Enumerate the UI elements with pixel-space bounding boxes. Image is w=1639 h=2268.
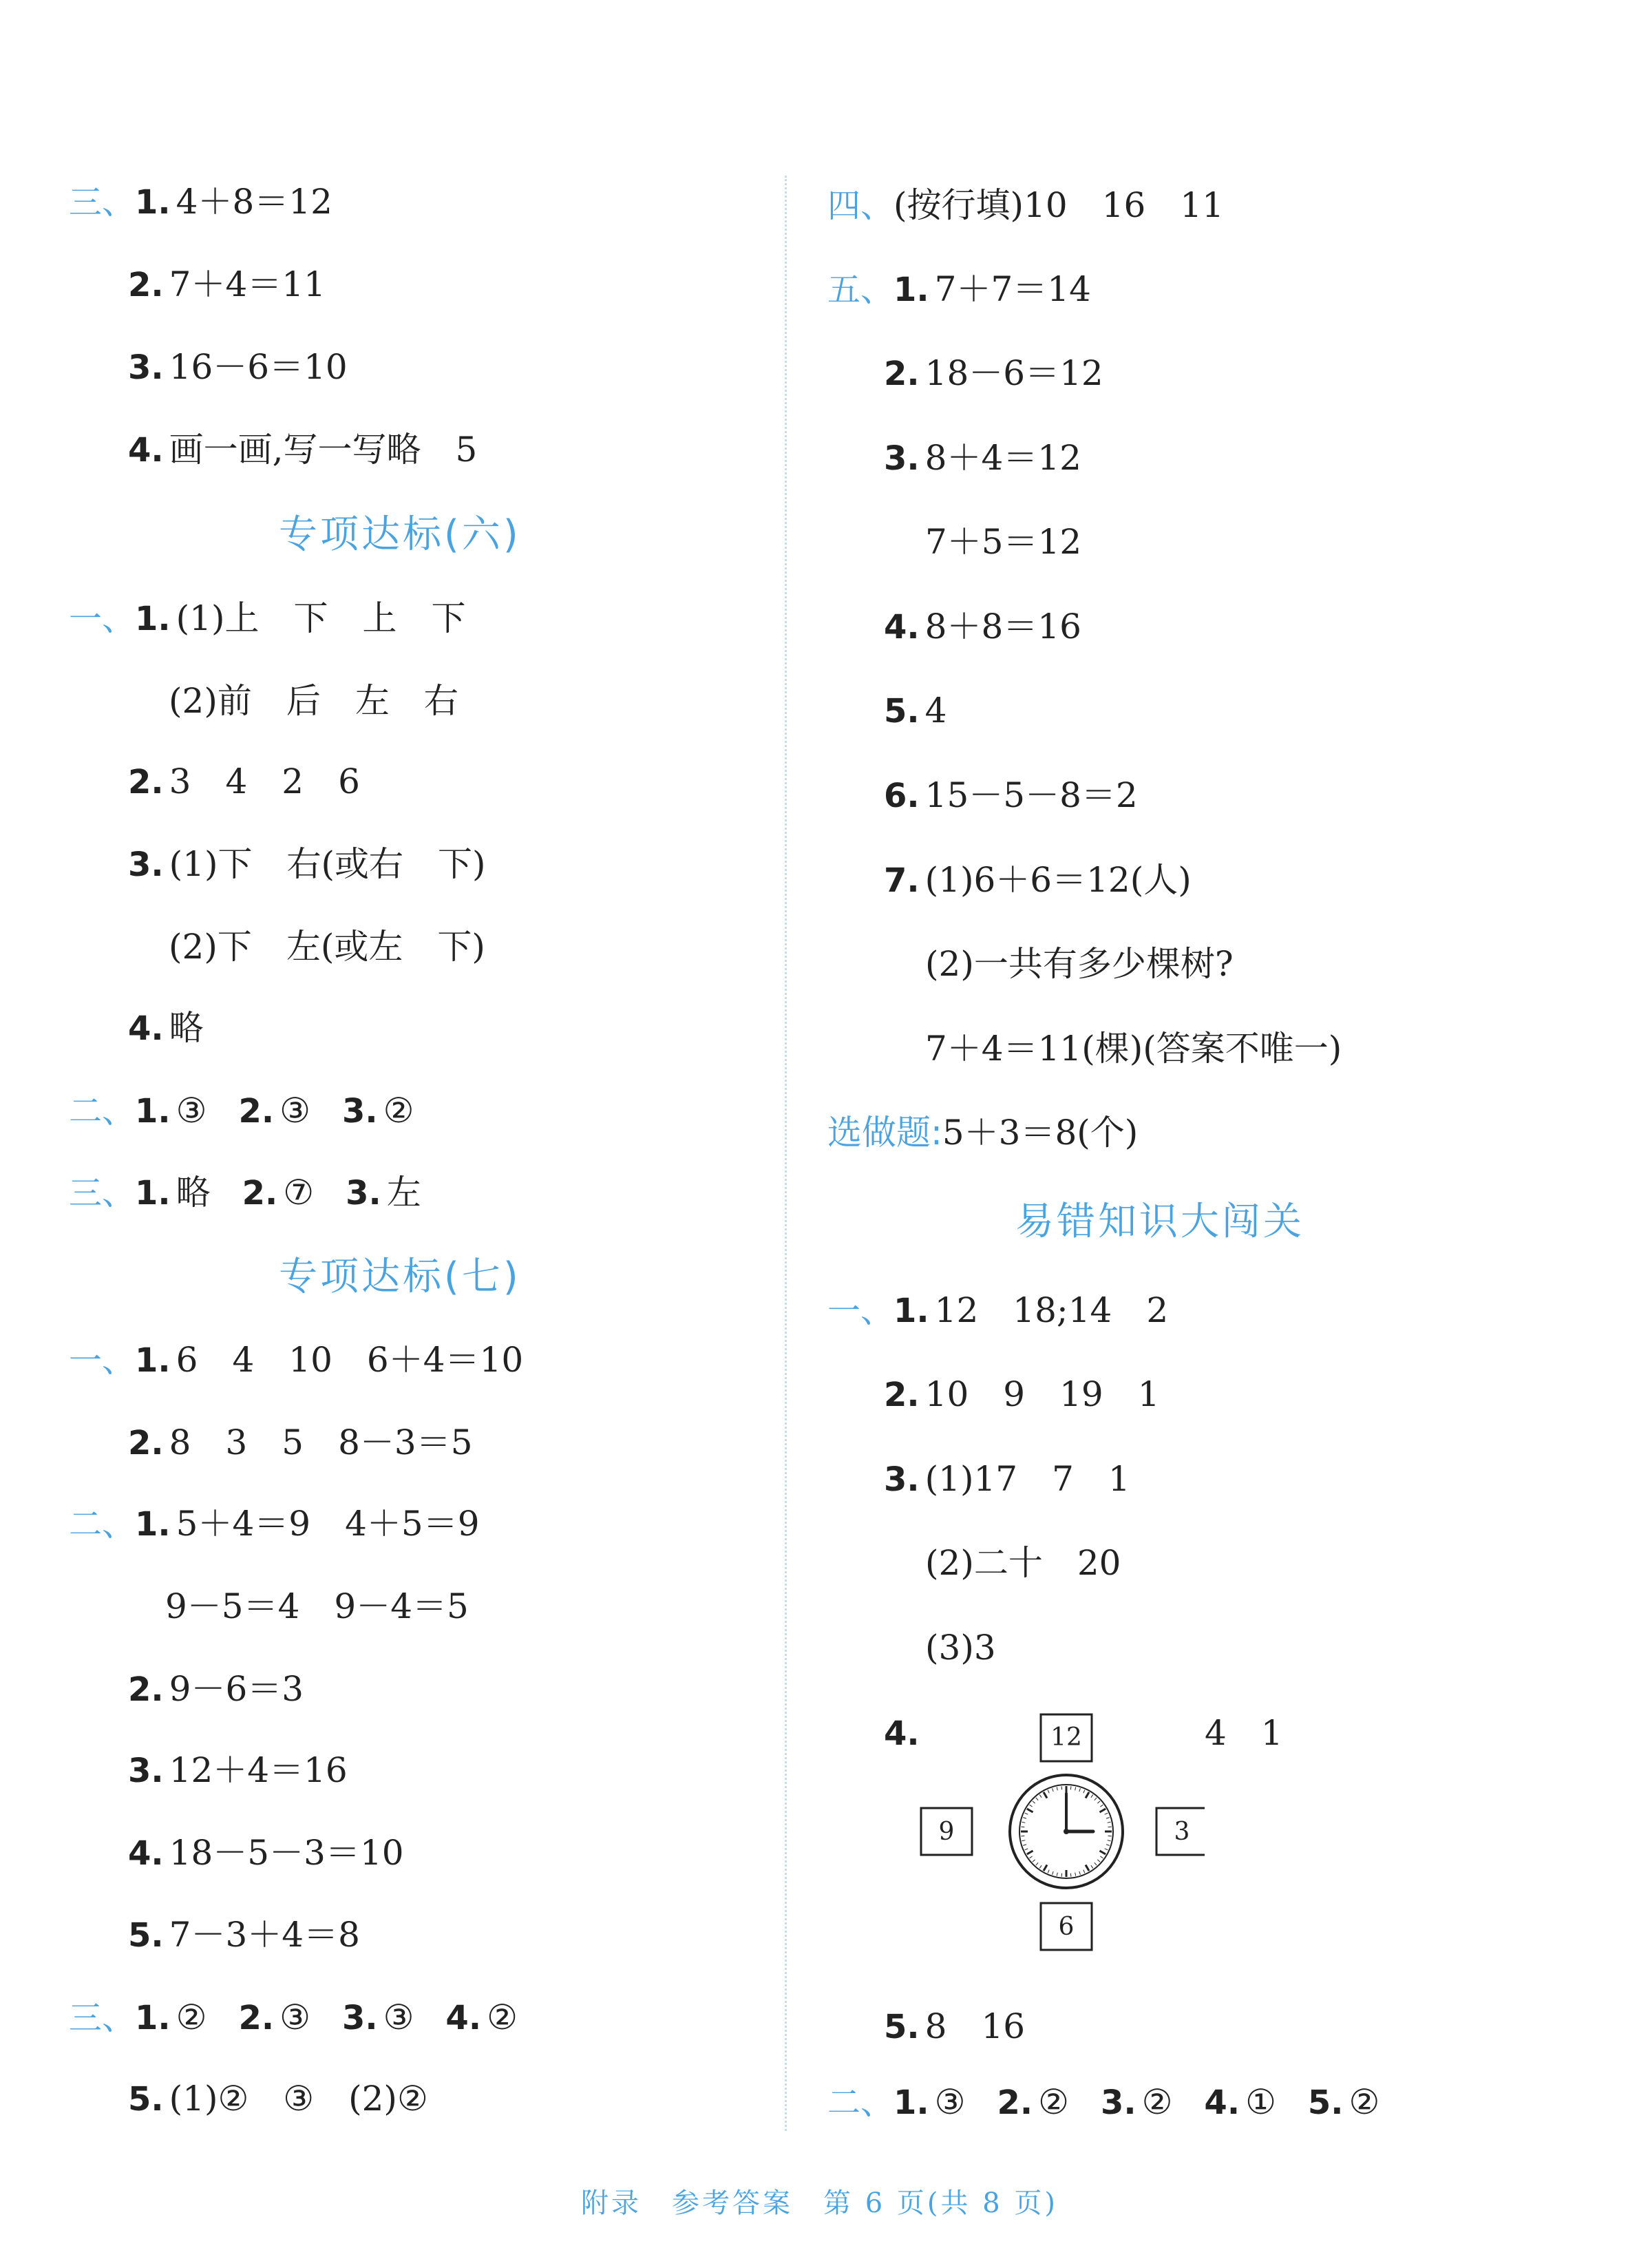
item-number: 4.	[128, 1834, 164, 1873]
answer-line	[884, 349, 1103, 397]
answer-text: 画一画,写一写略 5	[169, 430, 478, 470]
item-number: 6.	[884, 777, 920, 815]
answer-line	[925, 1025, 1342, 1073]
answer-text: ⑦	[283, 1173, 315, 1212]
section-label: 一、	[827, 1292, 894, 1330]
answer-line	[827, 1286, 1168, 1334]
clock-tick	[1061, 1873, 1062, 1877]
answer-text: 15－5－8＝2	[924, 775, 1138, 815]
column-divider	[785, 176, 787, 2131]
item-number: 2.	[128, 266, 164, 304]
item-number: 5.	[884, 692, 920, 731]
answer-text: (1)上 下 上 下	[176, 598, 466, 638]
answer-line	[128, 1418, 473, 1467]
item-number: 4.	[128, 431, 164, 470]
item-number: 2.	[884, 1376, 920, 1414]
answer-line	[884, 856, 1192, 904]
item-number: 4.	[1204, 2083, 1240, 2122]
answer-text: 8 16	[924, 2006, 1026, 2046]
answer-text: (1)17 7 1	[924, 1459, 1130, 1499]
answer-text: (1)② ③ (2)②	[169, 2079, 428, 2119]
section-heading: 易错知识大闯关	[1015, 1199, 1304, 1244]
item-number: 1.	[135, 1174, 171, 1212]
clock-label-6: 6	[1058, 1913, 1075, 1941]
answer-text: 略	[169, 1008, 204, 1048]
answer-text: 7＋4＝11(棵)(答案不唯一)	[925, 1029, 1342, 1069]
section-label: 三、	[69, 183, 136, 222]
answer-line	[69, 178, 332, 226]
clock-label-3: 3	[1174, 1818, 1190, 1846]
answer-text: (2)二十 20	[925, 1543, 1121, 1583]
answer-line	[69, 1500, 480, 1548]
item-number: 3.	[128, 348, 164, 387]
answer-text: ③	[279, 1997, 310, 2037]
answer-line	[128, 1746, 348, 1794]
answer-line	[128, 1829, 404, 1877]
answer-line	[69, 1168, 421, 1217]
answer-line	[128, 426, 477, 474]
answer-text: 18－5－3＝10	[169, 1833, 404, 1873]
item-number: 5.	[884, 2008, 920, 2046]
answer-text: 12 18;14 2	[934, 1290, 1169, 1330]
answer-line	[128, 840, 485, 888]
answer-line	[69, 594, 465, 642]
item-number: 2.	[128, 1670, 164, 1709]
item-number: 3.	[128, 846, 164, 884]
item-number: 4.	[445, 1999, 482, 2037]
answer-text: 6 4 10 6＋4＝10	[176, 1340, 524, 1380]
item-number: 1.	[893, 1292, 929, 1330]
clock-label-box-top	[1041, 1714, 1092, 1761]
answer-text: 左	[386, 1173, 421, 1212]
item-number: 1.	[135, 600, 171, 638]
answer-text: (2)一共有多少棵树?	[925, 944, 1234, 984]
answer-text: 9－5＝4 9－4＝5	[165, 1586, 469, 1626]
item-number: 2.	[242, 1174, 278, 1212]
answer-line	[128, 1665, 304, 1713]
answer-text: 8 3 5 8－3＝5	[169, 1422, 473, 1462]
item-number: 3.	[341, 1092, 378, 1131]
answer-text: 7＋4＝11	[169, 264, 326, 304]
answer-line	[884, 1455, 1130, 1503]
section-label: 三、	[69, 1999, 136, 2037]
section-label: 一、	[69, 600, 136, 638]
answer-text: 10 9 19 1	[924, 1374, 1160, 1414]
section-label: 二、	[69, 1505, 136, 1544]
item-number: 3.	[346, 1174, 381, 1212]
answer-text: ③	[383, 1997, 414, 2037]
left-column	[0, 0, 778, 2268]
clock-tick	[1061, 1786, 1062, 1789]
answer-text: (2)前 后 左 右	[169, 681, 458, 721]
item-number: 1.	[135, 1341, 171, 1380]
answer-line	[827, 265, 1091, 313]
clock-label-12: 12	[1050, 1723, 1082, 1752]
answer-line	[827, 2078, 1379, 2126]
answer-text: 4＋8＝12	[176, 182, 332, 222]
clock-figure	[916, 1708, 1205, 1955]
answer-line	[827, 181, 1224, 229]
answer-text: ②	[176, 1997, 207, 2037]
answer-line	[1205, 1709, 1283, 1757]
answer-line	[69, 1336, 523, 1384]
page-footer	[0, 2181, 1639, 2220]
right-column	[792, 0, 1639, 2268]
answer-line	[69, 1993, 518, 2041]
answer-line	[128, 1004, 204, 1052]
answer-text: ②	[1038, 2082, 1069, 2122]
answer-line	[925, 1624, 996, 1672]
item-number: 2.	[997, 2083, 1033, 2122]
answer-line	[925, 1539, 1121, 1587]
clock-label-box-bottom	[1041, 1903, 1092, 1950]
clock-tick	[1070, 1873, 1071, 1877]
footer-appendix: 附录	[581, 2187, 642, 2219]
answer-line	[925, 518, 1081, 566]
answer-line	[128, 757, 360, 806]
answer-line	[165, 1582, 469, 1630]
section-label: 二、	[827, 2083, 894, 2122]
item-number: 2.	[238, 1092, 275, 1131]
answer-text: ①	[1245, 2082, 1276, 2122]
answer-text: 4 1	[1205, 1713, 1283, 1753]
answer-text: 5＋3＝8(个)	[942, 1113, 1139, 1153]
answer-line	[128, 343, 348, 391]
section-label: 四、	[827, 187, 894, 225]
answer-line	[169, 677, 458, 725]
clock-label-box-left	[921, 1808, 972, 1855]
section-heading: 专项达标(六)	[279, 512, 521, 557]
section-label: 一、	[69, 1341, 136, 1380]
item-number: 3.	[884, 1460, 920, 1499]
answer-text: 7＋7＝14	[934, 269, 1091, 309]
item-number: 2.	[128, 1424, 164, 1462]
answer-text: (1)6＋6＝12(人)	[924, 860, 1192, 900]
answer-text: (1)下 右(或右 下)	[169, 844, 486, 884]
answer-line	[169, 923, 485, 971]
answer-text: 4	[924, 691, 947, 731]
answer-line	[128, 1911, 360, 1959]
answer-text: 18－6＝12	[924, 353, 1103, 393]
answer-line	[128, 260, 326, 308]
section-heading: 专项达标(七)	[279, 1254, 521, 1299]
section-label: 二、	[69, 1092, 136, 1131]
answer-text: ③	[934, 2082, 966, 2122]
answer-text: (按行填)10 16 11	[893, 185, 1224, 225]
item-number: 1.	[135, 1999, 171, 2037]
answer-line	[884, 434, 1081, 482]
answer-text: ②	[487, 1997, 518, 2037]
answer-text: (2)下 左(或左 下)	[169, 927, 485, 967]
clock-label-9: 9	[938, 1818, 955, 1846]
item-number: 1.	[893, 271, 929, 309]
answer-text: 9－6＝3	[169, 1669, 304, 1709]
item-number: 3.	[128, 1752, 164, 1790]
clock-center	[1064, 1829, 1069, 1834]
section-label: 三、	[69, 1174, 136, 1212]
answer-text: 8＋4＝12	[924, 438, 1081, 478]
answer-line	[884, 771, 1138, 819]
answer-text: 3 4 2 6	[169, 762, 360, 801]
item-number: 2.	[884, 355, 920, 393]
footer-page-number: 第 6 页(共 8 页)	[823, 2187, 1058, 2219]
item-number: 7.	[884, 861, 920, 900]
answer-text: 16－6＝10	[169, 347, 348, 387]
answer-text: ③	[279, 1091, 310, 1131]
item-number: 5.	[128, 2080, 164, 2119]
answer-line	[884, 686, 947, 735]
item-number: 5.	[1307, 2083, 1344, 2122]
section-label: 五、	[827, 271, 894, 309]
footer-answers: 参考答案	[672, 2187, 794, 2219]
answer-line	[69, 1086, 414, 1135]
item-number: 3.	[1100, 2083, 1136, 2122]
answer-line	[128, 2075, 428, 2123]
item-number: 3.	[884, 439, 920, 478]
answer-text: ②	[1141, 2082, 1173, 2122]
item-number: 1.	[135, 1505, 171, 1544]
item-number: 4.	[128, 1009, 164, 1048]
answer-line	[827, 1109, 1138, 1157]
answer-line	[884, 1370, 1160, 1418]
answer-text: 5＋4＝9 4＋5＝9	[176, 1504, 480, 1544]
answer-text: 略	[176, 1173, 211, 1212]
answer-line	[884, 602, 1081, 651]
item-number: 1.	[135, 183, 171, 222]
answer-text: 8＋8＝16	[924, 607, 1081, 647]
optional-label: 选做题:	[827, 1113, 942, 1153]
answer-text: ②	[383, 1091, 414, 1131]
answer-text: (3)3	[925, 1628, 996, 1668]
clock-label-box-right	[1156, 1808, 1205, 1855]
answer-text: 7－3＋4＝8	[169, 1915, 360, 1955]
answer-text: 12＋4＝16	[169, 1750, 348, 1790]
clock-tick	[1070, 1786, 1071, 1789]
item-number: 1.	[135, 1092, 171, 1131]
item-number: 3.	[341, 1999, 378, 2037]
item-number: 4.	[884, 608, 920, 647]
answer-text: ②	[1349, 2082, 1380, 2122]
item-number: 2.	[238, 1999, 275, 2037]
answer-text: 7＋5＝12	[925, 522, 1082, 562]
item-number: 2.	[128, 763, 164, 801]
item-number: 1.	[893, 2083, 929, 2122]
answer-text: ③	[176, 1091, 207, 1131]
item-number: 5.	[128, 1916, 164, 1955]
answer-line	[925, 940, 1234, 988]
answer-line	[884, 2002, 1025, 2050]
item-number: 4.	[884, 1714, 920, 1753]
